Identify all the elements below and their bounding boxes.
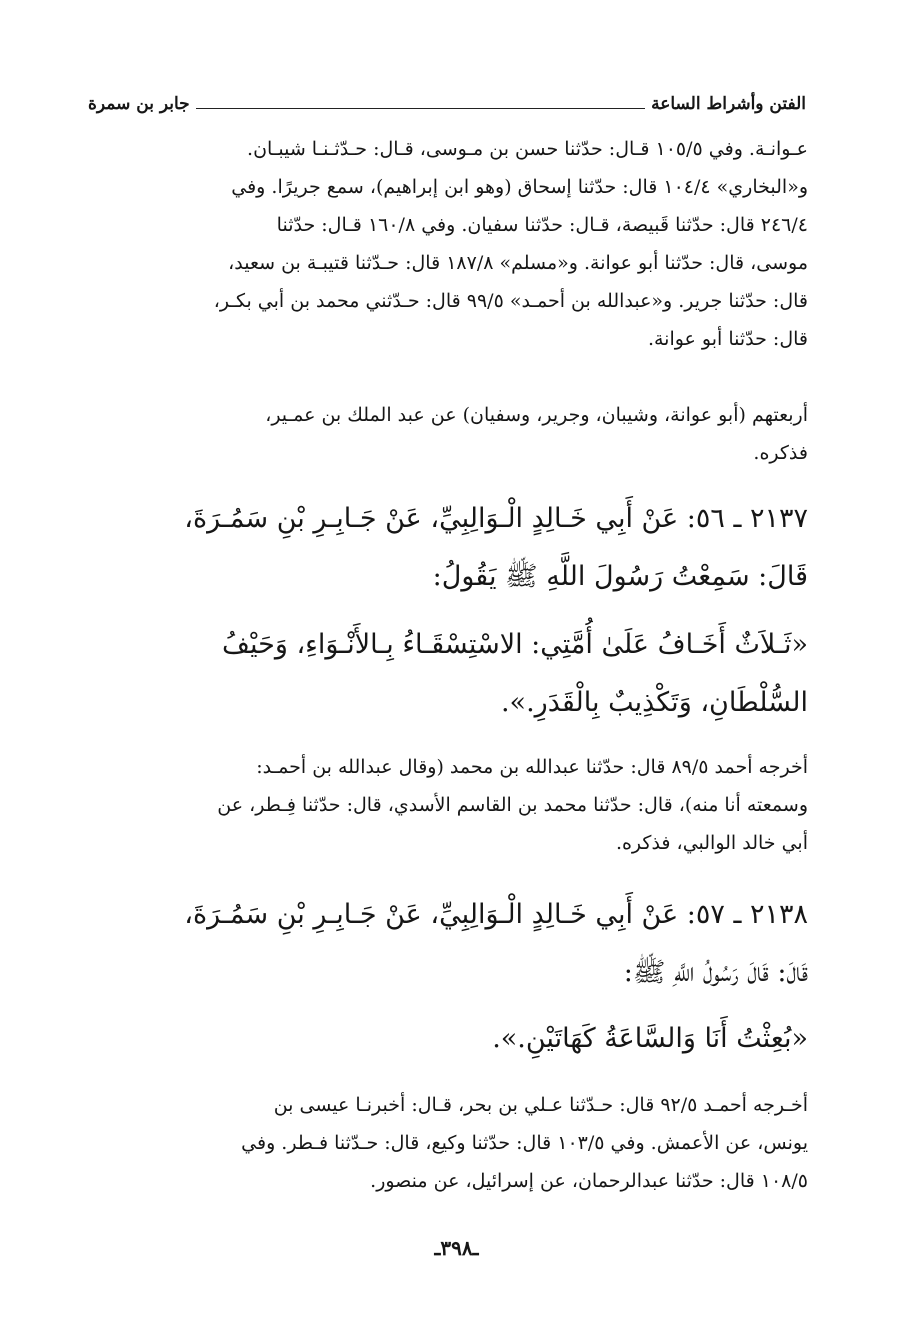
text-line: أخـرجه أحمـد ٩٢/٥ قال: حـدّثنا عـلي بن بحر، قـال: أخبرنـا عيسى بن bbox=[273, 1094, 808, 1116]
page-number: ـ٣٩٨ـ bbox=[434, 1236, 479, 1260]
takhrij-block-4 bbox=[88, 1086, 808, 1200]
hadith-line: «ثَـلاَثٌ أَخَـافُ عَلَىٰ أُمَّتِي: الاسْتِسْقَـاءُ بِـالأَنْـوَاءِ، وَحَيْفُ bbox=[222, 629, 808, 660]
text-line: موسى، قال: حدّثنا أبو عوانة. و«مسلم» ١٨٧/٨ قال: حـدّثنا قتيبـة بن سعيد، bbox=[228, 252, 808, 274]
hadith-line: «بُعِثْتُ أَنَا وَالسَّاعَةُ كَهَاتَيْنِ.». bbox=[492, 1023, 808, 1054]
text-line: أخرجه أحمد ٨٩/٥ قال: حدّثنا عبدالله بن محمد (وقال عبدالله بن أحمـد: bbox=[256, 756, 808, 778]
text-line: قال: حدّثنا جرير. و«عبدالله بن أحمـد» ٩٩/٥ قال: حـدّثني محمد بن أبي بكـر، bbox=[213, 290, 808, 312]
hadith-2137 bbox=[88, 490, 808, 732]
running-header bbox=[88, 88, 806, 114]
takhrij-block-3 bbox=[88, 748, 808, 862]
text-line: عـوانـة. وفي ١٠٥/٥ قـال: حدّثنا حسن بن مـوسى، قـال: حـدّثـنـا شيبـان. bbox=[247, 138, 808, 160]
hadith-line: ٢١٣٨ ـ ٥٧: عَنْ أَبِي خَـالِدٍ الْـوَالِبِيِّ، عَنْ جَـابِـرِ بْنِ سَمُـرَةَ، bbox=[184, 899, 808, 930]
text-line: ١٠٨/٥ قال: حدّثنا عبدالرحمان، عن إسرائيل، عن منصور. bbox=[370, 1170, 808, 1192]
hadith-2138 bbox=[88, 886, 808, 1068]
text-line: ٢٤٦/٤ قال: حدّثنا قَبيصة، قـال: حدّثنا سفيان. وفي ١٦٠/٨ قـال: حدّثنا bbox=[276, 214, 808, 236]
header-rule bbox=[196, 107, 645, 109]
hadith-line: ٢١٣٧ ـ ٥٦: عَنْ أَبِي خَـالِدٍ الْـوَالِبِيِّ، عَنْ جَـابِـرِ بْنِ سَمُـرَةَ، bbox=[184, 503, 808, 534]
hadith-line: قَالَ: سَمِعْتُ رَسُولَ اللَّهِ ﷺ يَقُولُ: bbox=[432, 561, 808, 592]
text-line: قال: حدّثنا أبو عوانة. bbox=[647, 328, 808, 350]
text-line: و«البخاري» ١٠٤/٤ قال: حدّثنا إسحاق (وهو ابن إبراهيم)، سمع جريرًا. وفي bbox=[231, 176, 808, 198]
header-book-title: الفتن وأشراط الساعة bbox=[651, 94, 806, 114]
takhrij-block-2 bbox=[88, 396, 808, 472]
hadith-line: قَالَ: قَالَ رَسُولُ اللَّهِ ﷺ: bbox=[623, 957, 808, 988]
takhrij-block-1 bbox=[88, 130, 808, 358]
text-line: وسمعته أنا منه)، قال: حدّثنا محمد بن القاسم الأسدي، قال: حدّثنا فِـطر، عن bbox=[217, 794, 808, 816]
text-line: يونس، عن الأعمش. وفي ١٠٣/٥ قال: حدّثنا وكيع، قال: حـدّثنا فـطر. وفي bbox=[241, 1132, 808, 1154]
text-line: فذكره. bbox=[753, 442, 808, 464]
text-line: أربعتهم (أبو عوانة، وشيبان، وجرير، وسفيان) عن عبد الملك بن عمـير، bbox=[265, 404, 808, 426]
text-line: أبي خالد الوالبي، فذكره. bbox=[615, 832, 808, 854]
header-section-title: جابر بن سمرة bbox=[88, 94, 190, 114]
hadith-line: السُّلْطَانِ، وَتَكْذِيبٌ بِالْقَدَرِ.». bbox=[500, 687, 808, 718]
